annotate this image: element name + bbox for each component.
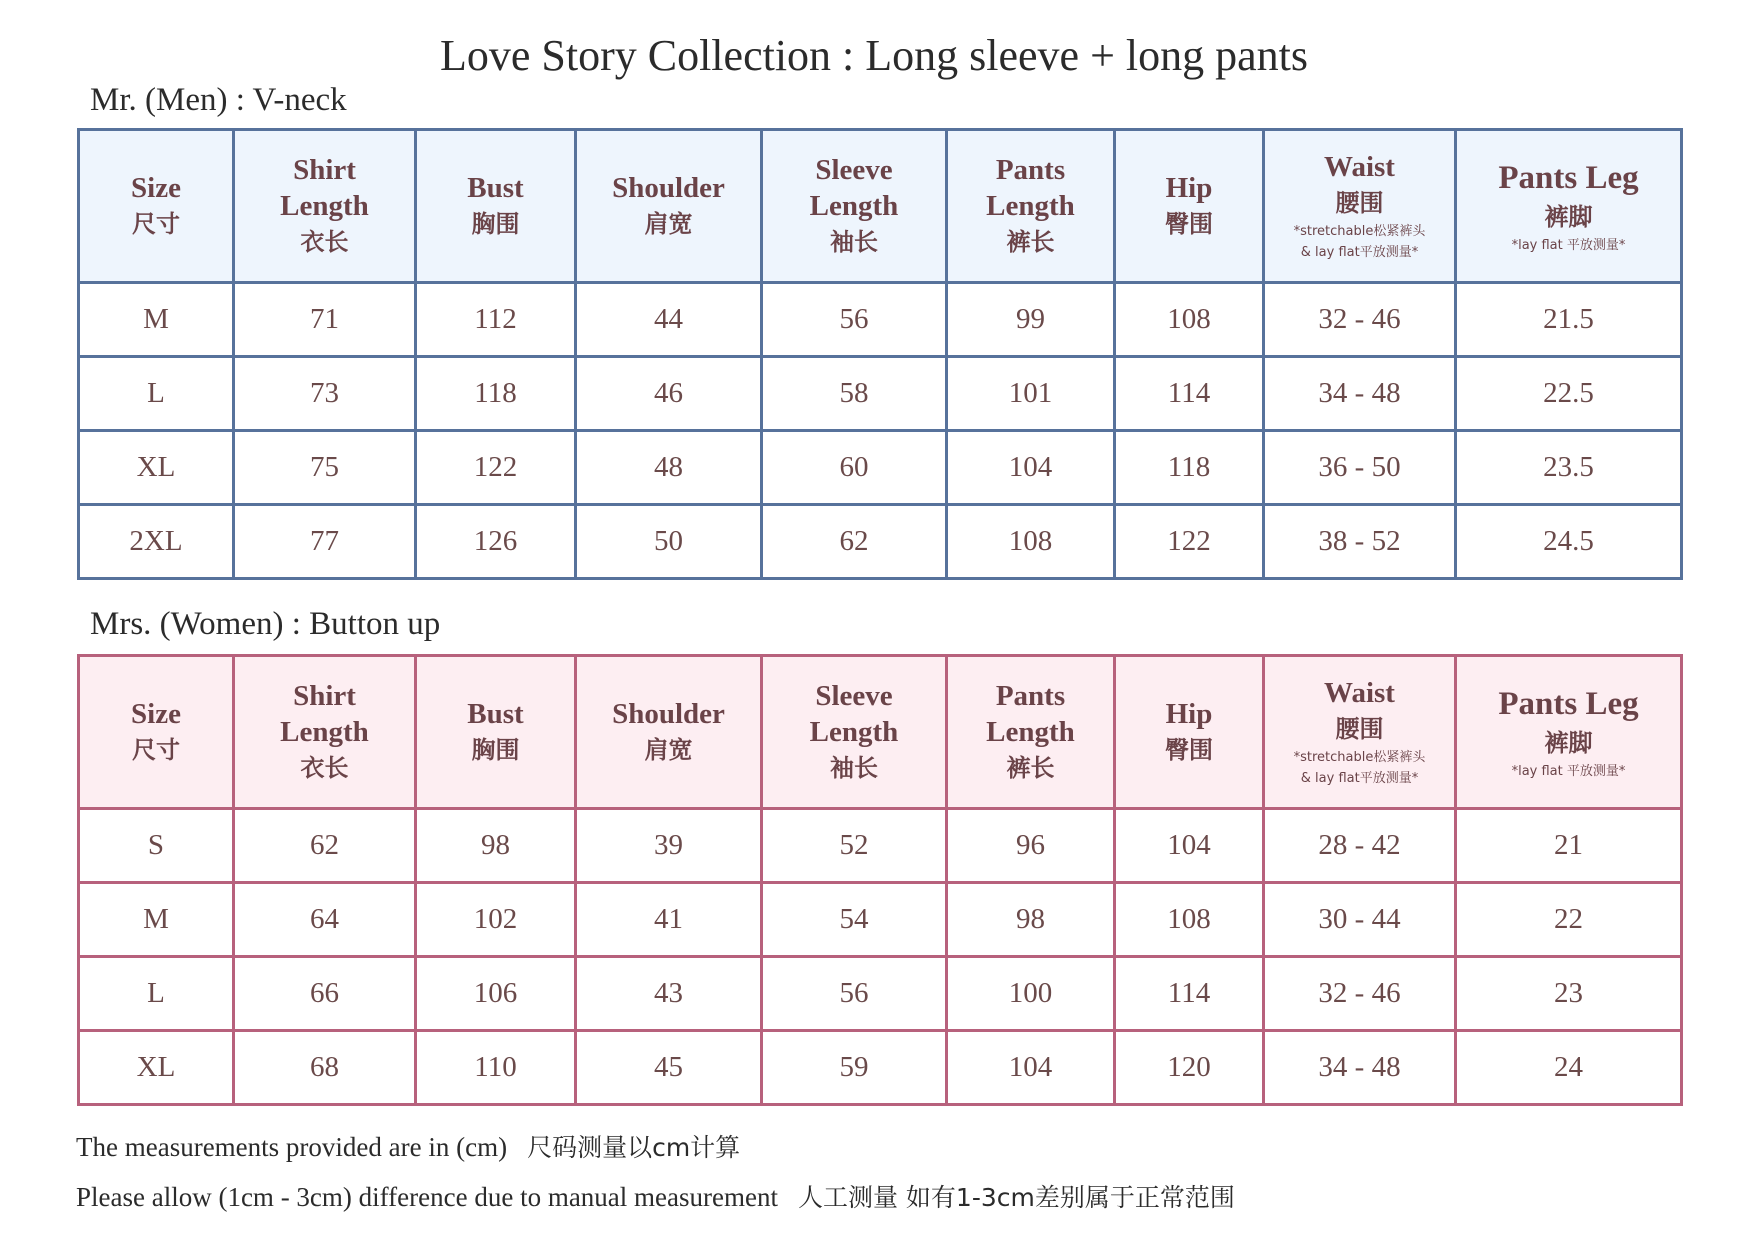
cell-waist: 34 - 48: [1264, 1031, 1456, 1105]
cell-hip: 118: [1115, 431, 1264, 505]
cell-pants-length: 100: [947, 957, 1115, 1031]
cell-waist: 38 - 52: [1264, 505, 1456, 579]
footer-units-en: The measurements provided are in (cm): [76, 1132, 508, 1162]
men-section-label: Mr. (Men) : V-neck: [90, 82, 347, 118]
footer-tolerance-zh: 人工测量 如有1-3cm差别属于正常范围: [797, 1183, 1235, 1212]
table-row: [79, 283, 1682, 357]
cell-bust: 110: [416, 1031, 576, 1105]
table-row: [79, 357, 1682, 431]
cell-hip: 122: [1115, 505, 1264, 579]
cell-shoulder: 48: [576, 431, 762, 505]
cell-pants-leg: 22.5: [1456, 357, 1682, 431]
cell-pants-length: 108: [947, 505, 1115, 579]
cell-hip: 108: [1115, 883, 1264, 957]
cell-sleeve-length: 54: [762, 883, 947, 957]
cell-shirt-length: 77: [234, 505, 416, 579]
women-size-table: [77, 654, 1683, 1106]
cell-shoulder: 45: [576, 1031, 762, 1105]
cell-pants-length: 98: [947, 883, 1115, 957]
cell-hip: 104: [1115, 809, 1264, 883]
cell-pants-leg: 24: [1456, 1031, 1682, 1105]
header-pants-length: Pants Length 裤长: [947, 656, 1115, 809]
footer-tolerance-en: Please allow (1cm - 3cm) difference due to manual measurement: [76, 1182, 778, 1212]
footer-note-tolerance: [76, 1178, 1235, 1214]
cell-size: L: [79, 357, 234, 431]
header-pants-leg: Pants Leg 裤脚 *lay flat 平放测量*: [1456, 130, 1682, 283]
cell-waist: 32 - 46: [1264, 283, 1456, 357]
header-bust: Bust 胸围: [416, 130, 576, 283]
header-size: Size 尺寸: [79, 656, 234, 809]
table-header-row: [79, 130, 1682, 283]
cell-pants-length: 96: [947, 809, 1115, 883]
cell-sleeve-length: 52: [762, 809, 947, 883]
cell-sleeve-length: 56: [762, 283, 947, 357]
header-size: Size 尺寸: [79, 130, 234, 283]
women-section-label: Mrs. (Women) : Button up: [90, 606, 441, 642]
cell-sleeve-length: 60: [762, 431, 947, 505]
cell-size: S: [79, 809, 234, 883]
table-row: [79, 883, 1682, 957]
cell-shoulder: 46: [576, 357, 762, 431]
table-header-row: [79, 656, 1682, 809]
header-hip: Hip 臀围: [1115, 656, 1264, 809]
men-size-table: [77, 128, 1683, 580]
cell-shoulder: 50: [576, 505, 762, 579]
cell-bust: 126: [416, 505, 576, 579]
cell-hip: 114: [1115, 357, 1264, 431]
cell-bust: 102: [416, 883, 576, 957]
cell-size: M: [79, 283, 234, 357]
header-shirt-length: Shirt Length 衣长: [234, 656, 416, 809]
table-row: [79, 1031, 1682, 1105]
cell-pants-leg: 24.5: [1456, 505, 1682, 579]
cell-waist: 34 - 48: [1264, 357, 1456, 431]
cell-pants-length: 104: [947, 431, 1115, 505]
cell-size: L: [79, 957, 234, 1031]
header-sleeve-length: Sleeve Length 袖长: [762, 130, 947, 283]
header-pants-length: Pants Length 裤长: [947, 130, 1115, 283]
cell-waist: 36 - 50: [1264, 431, 1456, 505]
header-hip: Hip 臀围: [1115, 130, 1264, 283]
table-row: [79, 809, 1682, 883]
cell-size: XL: [79, 431, 234, 505]
table-row: [79, 431, 1682, 505]
cell-hip: 108: [1115, 283, 1264, 357]
cell-size: 2XL: [79, 505, 234, 579]
table-row: [79, 957, 1682, 1031]
cell-hip: 114: [1115, 957, 1264, 1031]
table-row: [79, 505, 1682, 579]
cell-shirt-length: 64: [234, 883, 416, 957]
cell-size: M: [79, 883, 234, 957]
cell-shoulder: 44: [576, 283, 762, 357]
footer-note-units: [76, 1128, 740, 1164]
men-table-body: [79, 283, 1682, 579]
header-bust: Bust 胸围: [416, 656, 576, 809]
cell-bust: 106: [416, 957, 576, 1031]
cell-pants-length: 101: [947, 357, 1115, 431]
header-waist: Waist 腰围 *stretchable松紧裤头 & lay flat平放测量*: [1264, 656, 1456, 809]
cell-shoulder: 41: [576, 883, 762, 957]
page-title: Love Story Collection : Long sleeve + long pants: [439, 31, 1308, 80]
cell-pants-leg: 22: [1456, 883, 1682, 957]
cell-shirt-length: 62: [234, 809, 416, 883]
cell-shirt-length: 68: [234, 1031, 416, 1105]
header-shoulder: Shoulder 肩宽: [576, 130, 762, 283]
cell-pants-leg: 21: [1456, 809, 1682, 883]
cell-sleeve-length: 62: [762, 505, 947, 579]
cell-shoulder: 43: [576, 957, 762, 1031]
cell-shirt-length: 71: [234, 283, 416, 357]
header-sleeve-length: Sleeve Length 袖长: [762, 656, 947, 809]
cell-hip: 120: [1115, 1031, 1264, 1105]
cell-bust: 118: [416, 357, 576, 431]
cell-sleeve-length: 56: [762, 957, 947, 1031]
cell-shirt-length: 66: [234, 957, 416, 1031]
footer-units-zh: 尺码测量以cm计算: [527, 1133, 741, 1162]
cell-bust: 112: [416, 283, 576, 357]
cell-size: XL: [79, 1031, 234, 1105]
cell-pants-leg: 21.5: [1456, 283, 1682, 357]
cell-waist: 32 - 46: [1264, 957, 1456, 1031]
header-shoulder: Shoulder 肩宽: [576, 656, 762, 809]
cell-sleeve-length: 59: [762, 1031, 947, 1105]
cell-pants-leg: 23: [1456, 957, 1682, 1031]
cell-bust: 122: [416, 431, 576, 505]
cell-sleeve-length: 58: [762, 357, 947, 431]
cell-shirt-length: 75: [234, 431, 416, 505]
cell-pants-length: 99: [947, 283, 1115, 357]
cell-pants-leg: 23.5: [1456, 431, 1682, 505]
women-table-body: [79, 809, 1682, 1105]
header-pants-leg: Pants Leg 裤脚 *lay flat 平放测量*: [1456, 656, 1682, 809]
header-waist: Waist 腰围 *stretchable松紧裤头 & lay flat平放测量*: [1264, 130, 1456, 283]
cell-waist: 30 - 44: [1264, 883, 1456, 957]
cell-waist: 28 - 42: [1264, 809, 1456, 883]
header-shirt-length: Shirt Length 衣长: [234, 130, 416, 283]
cell-shirt-length: 73: [234, 357, 416, 431]
cell-pants-length: 104: [947, 1031, 1115, 1105]
cell-bust: 98: [416, 809, 576, 883]
cell-shoulder: 39: [576, 809, 762, 883]
